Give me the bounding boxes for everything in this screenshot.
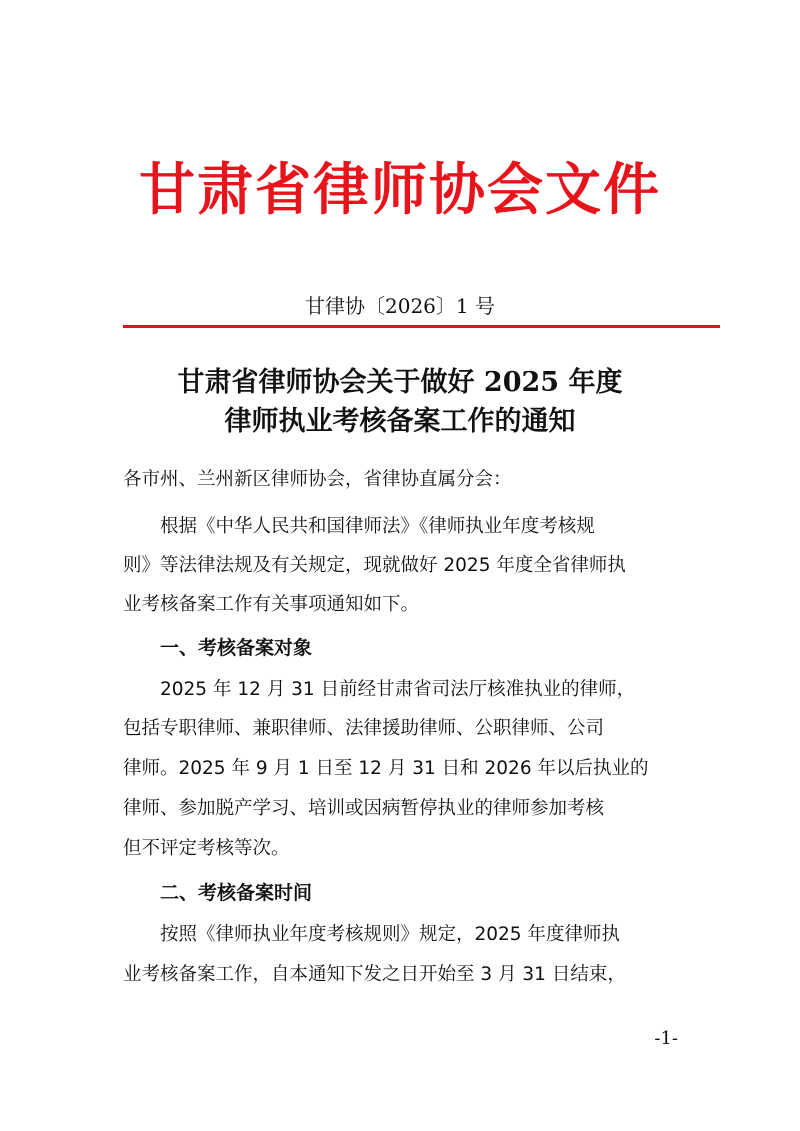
section-1-line-2: 包括专职律师、兼职律师、法律援助律师、公职律师、公司 <box>123 718 605 739</box>
section-1-line-1: 2025 年 12 月 31 日前经甘肃省司法厅核准执业的律师， <box>160 679 636 700</box>
section-2-line-2: 业考核备案工作，自本通知下发之日开始至 3 月 31 日结束， <box>123 964 626 985</box>
red-separator-line <box>123 325 720 328</box>
intro-line-2: 则》等法律法规及有关规定，现就做好 2025 年度全省律师执 <box>123 555 626 576</box>
salutation: 各市州、兰州新区律师协会，省律协直属分会： <box>123 469 512 490</box>
section-1-line-3: 律师。2025 年 9 月 1 日至 12 月 31 日和 2026 年以后执业的 <box>123 758 649 779</box>
notice-title-line-2: 律师执业考核备案工作的通知 <box>224 406 576 437</box>
letterhead-title: 甘肃省律师协会文件 <box>139 157 661 223</box>
intro-line-3: 业考核备案工作有关事项通知如下。 <box>123 594 420 615</box>
page-number: -1- <box>654 1028 678 1049</box>
section-2-heading: 二、考核备案时间 <box>160 882 313 904</box>
section-1-line-5: 但不评定考核等次。 <box>123 838 290 859</box>
notice-title-line-1: 甘肃省律师协会关于做好 2025 年度 <box>177 367 623 398</box>
intro-line-1: 根据《中华人民共和国律师法》《律师执业年度考核规 <box>160 516 595 537</box>
section-1-line-4: 律师、参加脱产学习、培训或因病暂停执业的律师参加考核 <box>123 798 605 819</box>
section-2-line-1: 按照《律师执业年度考核规则》规定，2025 年度律师执 <box>160 924 620 945</box>
section-1-heading: 一、考核备案对象 <box>160 637 313 659</box>
document-number: 甘律协〔2026〕1 号 <box>305 294 495 318</box>
